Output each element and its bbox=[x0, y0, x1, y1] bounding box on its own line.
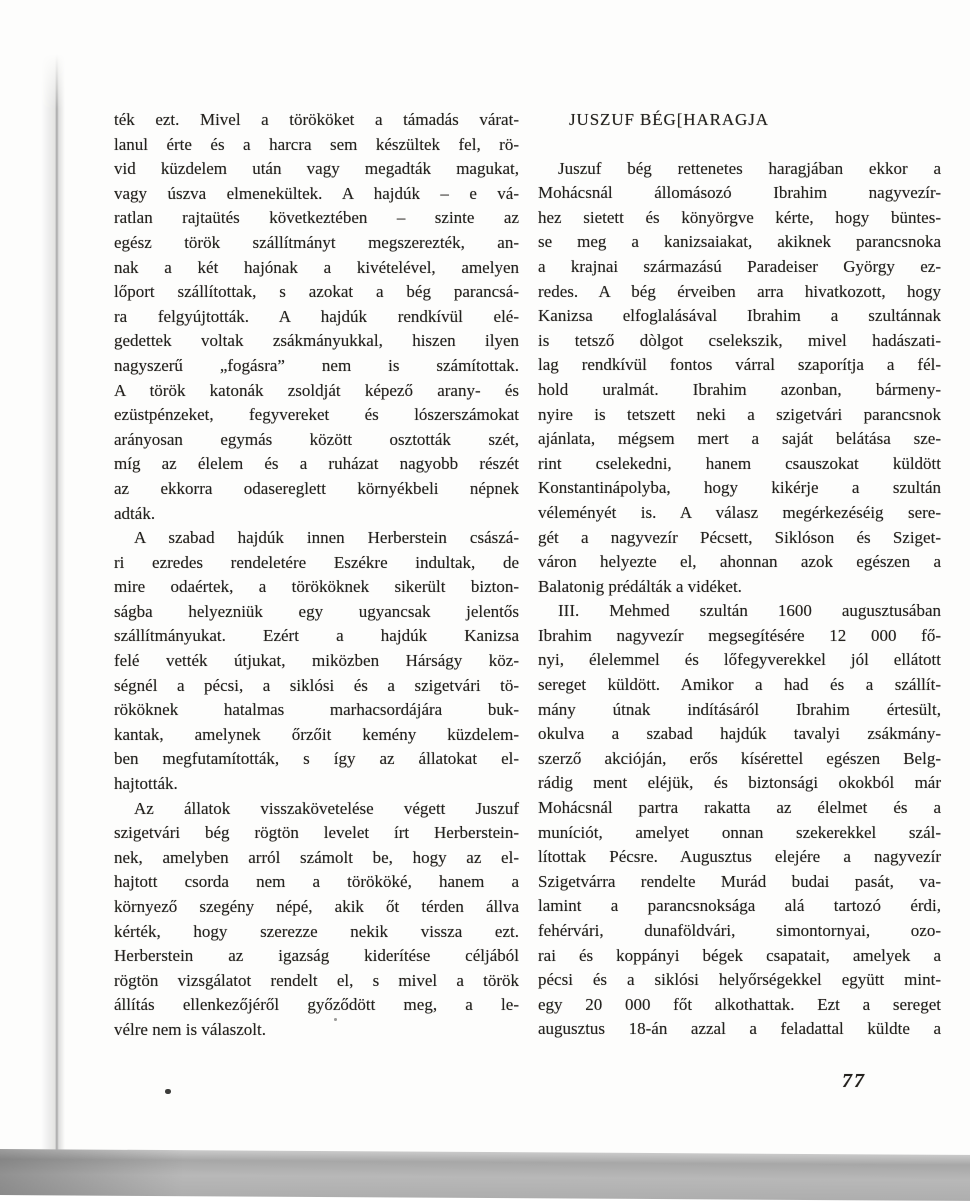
text-line: lítottak Pécsre. Augusztus elejére a nagyvezír bbox=[538, 847, 941, 867]
text-line: ségnél a pécsi, a siklósi és a szigetvári tö- bbox=[114, 675, 519, 695]
text-line: váron helyezte el, ahonnan azok egészen a bbox=[538, 552, 941, 572]
right-column bbox=[538, 108, 941, 1042]
binding-crease bbox=[41, 54, 65, 1152]
text-line: ezüstpénzeket, fegyvereket és lószerszámokat bbox=[114, 405, 519, 425]
text-line: redes. A bég érveiben arra hivatkozott, hogy bbox=[538, 281, 941, 301]
text-line: felé vették útjukat, miközben Hárságy köz- bbox=[114, 651, 519, 671]
text-line: ri ezredes rendeletére Eszékre indultak, de bbox=[114, 552, 519, 572]
paragraph bbox=[538, 599, 941, 1042]
text-line: egy 20 000 főt alkothattak. Ezt a sereget bbox=[538, 994, 941, 1014]
text-line: Ibrahim nagyvezír megsegítésére 12 000 fő- bbox=[538, 625, 941, 645]
paragraph bbox=[114, 108, 519, 526]
text-line: nyi, élelemmel és lőfegyverekkel jól ellátott bbox=[538, 650, 941, 670]
paragraph bbox=[114, 797, 519, 1043]
paragraph bbox=[114, 526, 519, 797]
text-line: rögtön vizsgálatot rendelt el, s mivel a török bbox=[114, 970, 519, 990]
text-line: nagyszerű „fogásra” nem is számítottak. bbox=[114, 355, 519, 375]
text-line: Konstantinápolyba, hogy kikérje a szultán bbox=[538, 478, 941, 498]
text-line: egész török szállítmányt megszerezték, an- bbox=[114, 232, 519, 252]
text-line: lanul érte és a harcra sem készültek fel, rö- bbox=[114, 134, 519, 154]
text-line: szerző akcióján, erős kísérettel egészen Belg- bbox=[538, 748, 941, 768]
text-line: lőport szállítottak, s azokat a bég parancsá- bbox=[114, 282, 519, 302]
text-line: gedettek voltak zsákmányukkal, hiszen ilyen bbox=[114, 331, 519, 351]
text-line: arányosan egymás között osztották szét, bbox=[114, 429, 519, 449]
text-line: A török katonák zsoldját képező arany- és bbox=[114, 380, 519, 400]
text-line: véleményét is. A válasz megérkezéséig sere- bbox=[538, 502, 941, 522]
text-line: mire odaértek, a törököknek sikerült bizton- bbox=[114, 577, 519, 597]
text-line: gét a nagyvezír Pécsett, Siklóson és Sziget- bbox=[538, 527, 941, 547]
text-line: ajánlata, mégsem mert a saját belátása sze- bbox=[538, 429, 941, 449]
text-line: környező szegény népé, akik őt térden állva bbox=[114, 897, 519, 916]
text-line: Juszuf bég rettenetes haragjában ekkor a bbox=[558, 158, 941, 178]
text-line: a krajnai származású Paradeiser György ez- bbox=[538, 256, 941, 276]
text-line: ratlan rajtaütés következtében – szinte az bbox=[114, 208, 519, 228]
text-line: ságba helyezniük egy ugyancsak jelentős bbox=[114, 601, 519, 621]
text-line: lag rendkívül fontos várral szaporítja a fél- bbox=[538, 355, 941, 375]
text-line: hajtott csorda nem a törököké, hanem a bbox=[114, 872, 519, 892]
text-line: okulva a szabad hajdúk tavalyi zsákmány- bbox=[538, 724, 941, 744]
page-number: 77 bbox=[842, 1070, 866, 1092]
text-line: nak a két hajónak a kivételével, amelyen bbox=[114, 257, 519, 277]
text-line: az ekkorra odasereglett környékbeli népnek bbox=[114, 478, 519, 498]
paragraph bbox=[538, 157, 941, 600]
text-line: rököknek hatalmas marhacsordájára buk- bbox=[114, 700, 519, 720]
text-line: hajtották. bbox=[114, 774, 178, 794]
text-line: vélre nem is válaszolt. bbox=[114, 1019, 267, 1039]
right-column-body bbox=[538, 157, 941, 1042]
text-line: se meg a kanizsaiakat, akiknek parancsnoka bbox=[538, 232, 941, 252]
ink-speck bbox=[165, 1089, 171, 1094]
text-line: ben megfutamították, s így az állatokat el- bbox=[114, 749, 519, 769]
text-line: pécsi és a siklósi helyőrségekkel együtt mint- bbox=[538, 970, 941, 990]
text-line: hez sietett és könyörgve kérte, hogy büntes- bbox=[538, 207, 941, 227]
text-line: Balatonig prédálták a vidéket. bbox=[538, 576, 742, 596]
text-line: A szabad hajdúk innen Herberstein császá- bbox=[134, 528, 519, 548]
text-line: III. Mehmed szultán 1600 augusztusában bbox=[558, 601, 941, 621]
text-line: rádig ment eléjük, és biztonsági okokból már bbox=[538, 773, 941, 793]
text-line: hold uralmát. Ibrahim azonban, bármeny- bbox=[538, 379, 941, 399]
text-line: kantak, amelynek őrzőit kemény küzdelem- bbox=[114, 724, 519, 744]
text-line: szigetvári bég rögtön levelet írt Herberstein- bbox=[114, 823, 519, 843]
text-line: Mohácsnál állomásozó Ibrahim nagyvezír- bbox=[538, 183, 941, 203]
text-line: vagy úszva elmenekültek. A hajdúk – e vá- bbox=[114, 183, 519, 203]
text-line: vid küzdelem után vagy megadták magukat, bbox=[114, 159, 519, 179]
text-line: Kanizsa elfoglalásával Ibrahim a szultánnak bbox=[538, 306, 941, 326]
text-line: ték ezt. Mivel a törököket a támadás várat- bbox=[114, 110, 519, 129]
left-column bbox=[114, 108, 519, 1043]
text-line: adták. bbox=[114, 503, 156, 523]
text-line: Mohácsnál partra rakatta az élelmet és a bbox=[538, 798, 941, 818]
text-line: rai és koppányi bégek csapatait, amelyek a bbox=[538, 945, 941, 965]
section-heading: JUSZUF BÉG[HARAGJA bbox=[569, 110, 769, 129]
text-line: mány útnak indításáról Ibrahim értesült, bbox=[538, 699, 941, 719]
text-line: rint cselekedni, hanem csauszokat küldött bbox=[538, 453, 941, 473]
text-line: míg az élelem és a ruházat nagyobb részét bbox=[114, 454, 519, 474]
scan-bottom-band bbox=[0, 1149, 970, 1201]
text-line: sereget küldött. Amikor a had és a szállít- bbox=[538, 675, 941, 695]
text-line: nyire is tetszett neki a szigetvári parancsnok bbox=[538, 404, 941, 424]
ink-speck bbox=[334, 1018, 337, 1021]
text-line: fehérvári, dunaföldvári, simontornyai, ozo- bbox=[538, 921, 941, 940]
text-line: Az állatok visszakövetelése végett Juszuf bbox=[134, 798, 519, 818]
text-line: muníciót, amelyet onnan szekerekkel szál- bbox=[538, 822, 941, 842]
text-line: Herberstein az igazság kiderítése céljából bbox=[114, 946, 519, 966]
text-line: állítás ellenkezőjéről győződött meg, a le- bbox=[114, 995, 519, 1015]
text-line: augusztus 18-án azzal a feladattal küldte a bbox=[538, 1019, 941, 1039]
text-line: nek, amelyben arról számolt be, hogy az el- bbox=[114, 847, 519, 867]
text-line: lamint a parancsnoksága alá tartozó érdi, bbox=[538, 896, 941, 916]
text-line: Szigetvárra rendelte Murád budai pasát, va- bbox=[538, 871, 941, 891]
text-line: szállítmányukat. Ezért a hajdúk Kanizsa bbox=[114, 626, 519, 646]
text-line: is tetsző dòlgot cselekszik, mivel hadászati- bbox=[538, 330, 941, 350]
text-line: kérték, hogy szerezze nekik vissza ezt. bbox=[114, 921, 519, 941]
text-line: ra felgyújtották. A hajdúk rendkívül elé- bbox=[114, 306, 519, 326]
